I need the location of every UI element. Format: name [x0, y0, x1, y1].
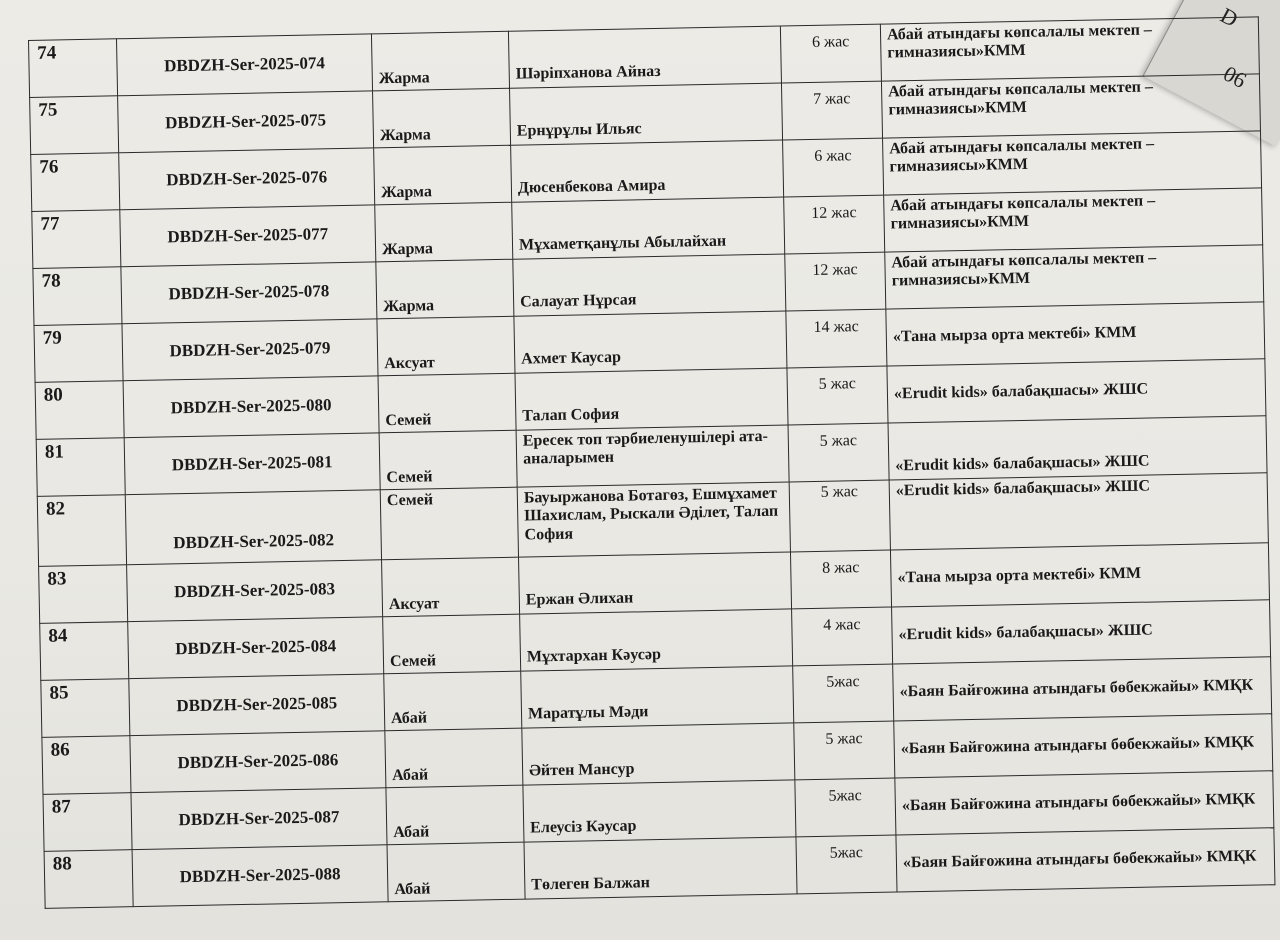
row-number: 82 — [37, 495, 126, 567]
row-number: 79 — [34, 324, 123, 383]
row-district: Аксуат — [377, 316, 515, 376]
row-code: DBDZH-Ser-2025-088 — [132, 845, 388, 907]
row-code: DBDZH-Ser-2025-084 — [128, 617, 384, 679]
row-organization: «Тана мырза орта мектебі» КММ — [890, 543, 1269, 607]
row-age: 8 жас — [790, 550, 891, 609]
row-name: Талап София — [515, 368, 788, 430]
row-organization: «Erudit kids» балабақшасы» ЖШС — [892, 600, 1271, 664]
row-district: Жарма — [374, 145, 512, 205]
row-organization: «Erudit kids» балабақшасы» ЖШС — [887, 359, 1266, 423]
row-organization: Абай атындағы көпсалалы мектеп – гимназиясы»КММ — [884, 188, 1263, 252]
row-code: DBDZH-Ser-2025-085 — [129, 674, 385, 736]
row-district: Жарма — [373, 88, 511, 148]
row-age: 5 жас — [788, 423, 889, 482]
registry-table-wrap — [28, 16, 1280, 920]
row-age: 14 жас — [786, 309, 887, 368]
row-number: 87 — [43, 793, 132, 852]
row-number: 75 — [30, 96, 119, 155]
row-district: Семей — [378, 373, 516, 433]
row-name: Бауыржанова Ботагөз, Ешмұхамет Шахислам, Рыскали Әділет, Талап София — [517, 482, 790, 557]
row-organization: «Баян Байғожина атындағы бөбекжайы» КМҚК — [893, 657, 1272, 721]
row-district: Абай — [387, 842, 525, 902]
row-number: 84 — [40, 622, 129, 681]
row-age: 5 жас — [794, 721, 895, 780]
row-organization: «Баян Байғожина атындағы бөбекжайы» КМҚК — [895, 771, 1274, 835]
row-name: Шәріпханова Айназ — [508, 26, 781, 88]
row-code: DBDZH-Ser-2025-077 — [120, 205, 376, 267]
row-age: 5жас — [796, 835, 897, 894]
row-code: DBDZH-Ser-2025-079 — [122, 319, 378, 381]
row-district: Семей — [383, 614, 521, 674]
row-number: 78 — [33, 267, 122, 326]
row-number: 85 — [41, 679, 130, 738]
row-organization: «Баян Байғожина атындағы бөбекжайы» КМҚК — [894, 714, 1273, 778]
row-number: 74 — [29, 39, 118, 98]
row-district: Абай — [385, 728, 523, 788]
row-district: Жарма — [375, 202, 513, 262]
row-age: 12 жас — [785, 252, 886, 311]
row-organization: «Тана мырза орта мектебі» КММ — [886, 302, 1265, 366]
row-code: DBDZH-Ser-2025-080 — [123, 376, 379, 438]
row-district: Жарма — [376, 259, 514, 319]
row-district: Абай — [386, 785, 524, 845]
row-age: 5жас — [795, 778, 896, 837]
row-age: 6 жас — [783, 138, 884, 197]
row-organization: Абай атындағы көпсалалы мектеп – гимназиясы»КММ — [881, 74, 1260, 138]
row-age: 6 жас — [780, 24, 881, 83]
row-district: Аксуат — [382, 557, 520, 617]
row-name: Маратұлы Мәди — [521, 666, 794, 728]
row-code: DBDZH-Ser-2025-081 — [124, 433, 380, 495]
row-name: Мұхтархан Кәусәр — [520, 609, 793, 671]
row-name: Салауат Нұрсая — [513, 254, 786, 316]
row-number: 76 — [31, 153, 120, 212]
row-age: 4 жас — [792, 607, 893, 666]
row-organization: Абай атындағы көпсалалы мектеп – гимназиясы»КММ — [885, 245, 1264, 309]
row-name: Ернұрұлы Ильяс — [510, 83, 783, 145]
row-organization: Абай атындағы көпсалалы мектеп – гимназиясы»КММ — [880, 17, 1259, 81]
row-district: Жарма — [371, 31, 509, 91]
row-code: DBDZH-Ser-2025-082 — [125, 490, 381, 565]
row-district: Абай — [384, 671, 522, 731]
row-age: 12 жас — [784, 195, 885, 254]
row-code: DBDZH-Ser-2025-074 — [116, 34, 372, 96]
row-name: Мұхаметқанұлы Абылайхан — [512, 197, 785, 259]
row-code: DBDZH-Ser-2025-078 — [121, 262, 377, 324]
row-number: 81 — [36, 438, 125, 497]
row-code: DBDZH-Ser-2025-076 — [119, 148, 375, 210]
row-name: Ержан Әлихан — [519, 552, 792, 614]
row-organization: «Баян Байғожина атындағы бөбекжайы» КМҚК — [896, 828, 1275, 892]
row-number: 88 — [44, 850, 133, 909]
row-age: 5 жас — [787, 366, 888, 425]
row-code: DBDZH-Ser-2025-087 — [131, 788, 387, 850]
row-organization: «Erudit kids» балабақшасы» ЖШС — [888, 416, 1267, 480]
row-age: 5 жас — [789, 480, 890, 552]
row-organization: «Erudit kids» балабақшасы» ЖШС — [889, 473, 1268, 550]
row-district: Семей — [380, 487, 518, 560]
row-number: 83 — [39, 565, 128, 624]
row-code: DBDZH-Ser-2025-086 — [130, 731, 386, 793]
corner-text-mid: 06 — [1219, 60, 1251, 93]
row-organization: Абай атындағы көпсалалы мектеп – гимназиясы»КММ — [883, 131, 1262, 195]
row-age: 7 жас — [781, 81, 882, 140]
row-name: Ахмет Каусар — [514, 311, 787, 373]
row-district: Семей — [379, 430, 517, 490]
row-name: Елеусіз Кәусар — [523, 780, 796, 842]
row-name: Дюсенбекова Амира — [511, 140, 784, 202]
row-age: 5жас — [793, 664, 894, 723]
registry-table — [28, 16, 1275, 908]
row-number: 80 — [35, 381, 124, 440]
row-name: Әйтен Мансур — [522, 723, 795, 785]
row-name: Ересек топ тәрбиеленушілері ата-аналарымен — [516, 425, 789, 487]
row-number: 77 — [32, 210, 121, 269]
corner-text-top: D — [1216, 2, 1243, 32]
row-code: DBDZH-Ser-2025-083 — [127, 560, 383, 622]
row-name: Төлеген Балжан — [524, 837, 797, 899]
row-code: DBDZH-Ser-2025-075 — [118, 91, 374, 153]
row-number: 86 — [42, 736, 131, 795]
